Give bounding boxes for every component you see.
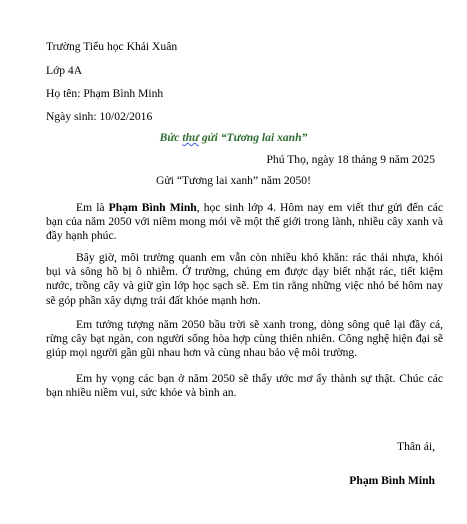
paragraph-4: Em hy vọng các bạn ở năm 2050 sẽ thấy ước mơ ấy thành sự thật. Chúc các bạn nhiều niềm vui, sức khỏe và bình an. bbox=[46, 372, 443, 400]
p1-after: , học sinh lớp 4. Hôm nay em viết thư gửi đến các bạn của năm 2050 với niềm mong mỏi về một thế giới trong lành, nhiều cây xanh và đầy hạnh phúc. bbox=[46, 201, 443, 243]
paragraph-2: Bây giờ, môi trường quanh em vẫn còn nhiều khó khăn: rác thải nhựa, khói bụi và sông hồ bị ô nhiễm. Ở trường, chúng em được dạy biết nhặt rác, tiết kiệm nước, trồng cây và giữ gìn lớp học sạch sẽ. Em tin rằng những việc nhỏ bé hôm nay sẽ góp phần xây dựng trái đất khỏe mạnh hơn. bbox=[46, 251, 443, 307]
closing: Thân ái, bbox=[397, 440, 435, 453]
paragraph-3: Em tưởng tượng năm 2050 bầu trời sẽ xanh trong, dòng sông quê lại đầy cá, rừng cây bạt ngàn, con người sống hòa hợp cùng thiên nhiên. Công nghệ hiện đại sẽ giúp mọi người gần gũi nhau hơn và cùng nhau bảo vệ môi trường. bbox=[46, 318, 443, 360]
birth-date: Ngày sinh: 10/02/2016 bbox=[46, 110, 153, 123]
paragraph-1 bbox=[46, 201, 443, 244]
student-name: Họ tên: Phạm Bình Minh bbox=[46, 87, 164, 100]
signature: Phạm Bình Minh bbox=[349, 474, 435, 487]
title-underlined-word: thư bbox=[182, 131, 199, 144]
title-prefix: Bức bbox=[159, 131, 183, 144]
school-name: Trường Tiểu học Khải Xuân bbox=[46, 40, 178, 53]
place-date: Phú Thọ, ngày 18 tháng 9 năm 2025 bbox=[266, 153, 435, 166]
letter-title bbox=[0, 131, 467, 144]
class-label: Lớp 4A bbox=[46, 64, 83, 77]
p1-name: Phạm Bình Minh bbox=[108, 201, 197, 214]
p1-before: Em là bbox=[76, 201, 109, 214]
title-suffix: gửi “Tương lai xanh” bbox=[198, 131, 308, 144]
salutation: Gửi “Tương lai xanh” năm 2050! bbox=[156, 174, 311, 187]
